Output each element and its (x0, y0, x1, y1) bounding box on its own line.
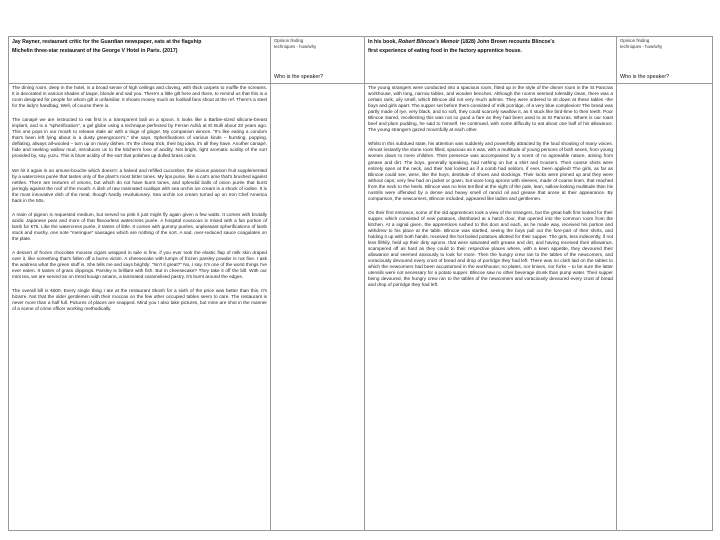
left-source-title (9, 37, 271, 84)
left-annotation-header (271, 37, 365, 84)
left-extract (9, 84, 271, 531)
comparison-table (8, 36, 713, 531)
left-side-line-2: techniques - how/why (274, 43, 317, 49)
right-paragraph: Whilst in this subdued state, his attention was suddenly and powerfully attracted by the loud shouting of many voices. Almost instantly the stone room filled, spacious as it was, with a multitude of young persons of both sexes, from young women down to mere children. Their presence was accompanied by a scent of no agreeable nature, arising from grease and dirt. The boys, generally speaking, had nothing on but a shirt and trousers. Their coarse shirts were entirely open at the neck, and their hair looked as if a comb had seldom, if ever, been applied! The girls, as far as Blincoe could see, were, like the boys, destitute of shoes and stockings. Their locks were pinned up and they were without caps; very few had on jacket or gown, but wore long aprons with sleeves, made of coarse linen, that reached from the neck to the heels. Blincoe was no less terrified at the sight of the pale, lean, sallow-looking multitude than his nostrils were offended by a dense and heavy smell of rancid oil and grease that arose at their appearance. By comparison, the newcomers, Blincoe included, appeared like ladies and gentlemen. (368, 141, 613, 201)
right-title-post: (1828) John Brown recounts Blincoe's (459, 39, 555, 45)
right-title-pre: In his book, (368, 39, 399, 45)
left-paragraph: We hit it again in an amuse-bouche which doesn't: a halved and refilled cucumber, the vicious passion fruit supplemented by a watercress purée that tastes only of the plant's most bitter tones. My lips purse, like a cat's arse that's brushed against nettles. There are textures of onions, but which do not have burnt tones, and splendid balls of onion purée that burst jarringly against the roof of the mouth. A dish of raw marinated scallops with sea urchin ice cream is a shock of iodine. It is the most innovative dish of the meal, though hardly revolutionary. Sea urchin ice cream turned up on Iron Chef America back in the 50s. (12, 167, 267, 203)
body-row (9, 84, 713, 531)
left-title-line-1: Jay Rayner, restaurant critic for the Guardian newspaper, eats at the flagship (12, 39, 202, 45)
header-row (9, 37, 713, 84)
right-annotation-cell[interactable] (617, 84, 713, 531)
left-paragraph: The dining room, deep in the hotel, is a broad sense of high ceilings and cloving, with thick carpets to muffle the screams. It is decorated in various shades of taupe, blonde and sad you. There's a little gilt here and there, to remind us that this is a room designed for people for whom gilt is unfamiliar. It shouts money much as football fans shout at the ref. There's a steel for the lady's handbag. Well, of course there is. (12, 85, 267, 109)
right-source-title (365, 37, 617, 84)
right-title-book: Robert Blincoe's Memoir (398, 39, 460, 45)
left-paragraph: The overall bill is €600. Every single thing I ate at the restaurant Skosh for a sixth of the price was better than this. It's bizarre. Not that the older gentlemen with their moccas on the few other occupied tables seem to care. The restaurant is never more than a half full. Pictures of places are snapped. Mind you I also take pictures, but mine are shot in the manner of a scene of crime officer working methodically. (12, 288, 267, 312)
right-side-line-1: Opinion finding (620, 38, 650, 43)
right-paragraph: On their first entrance, some of the old apprentices took a view of the strangers, but the great bulk first looked for their supper, which consisted of new potatoes, distributed at a hatch door, that opened into the common room from the kitchen. At a signal given, the apprentices rushed to this door and each, as he made way, received his portion and withdrew to his place at the table. Blincoe was startled, seeing the boys pull out the fore-part of their shirts, and holding it up with both hands, received the hot boiled potatoes allotted for their supper. The girls, less indecently, if not less filthily, held up their dirty aprons, that were saturated with grease and dirt, and having received their allowance, scampered off as hard as they could to their respective places where, with a keen appetite, they devoured their allowance and seemed anxiously to look for more. Then the hungry crew ran to the tables of the newcomers, and voraciously devoured every crust of bread and drop of porridge they had left. There was no cloth laid on the tables to which the newcomers had been accustomed in the workhouse; no plates, nor knives, nor forks – to be sure the latter utensils were not necessary for a potato supper. Blincoe saw no other beverage drunk than pump water. Their supper being devoured, the hungry crew ran to the tables of the newcomers and voraciously devoured every crust of bread and drop of porridge they had left. (368, 209, 613, 288)
right-extract (365, 84, 617, 531)
left-paragraph: A dessert of frozen chocolate mousse cigars wrapped in tuile is fine, if you ever took the elastic flap of milk skin draped over it, like something that's fallen off a burns victim. A cheesecake with lumps of frozen parsley powder is not fine. I ask the waitress what the green stuff is. She tells me and says brightly: "Isn't it great?" No, I say. It's one of the worst things I've ever eaten. It tastes of grass clippings. Parsley is brilliant with fish. But in cheesecake? They take it off the bill. With our mint tea, we are served an on trend kouign amann, a laminated caramelised pastry. It's burnt around the edges. (12, 250, 267, 280)
left-annotation-cell[interactable] (271, 84, 365, 531)
right-paragraph: The young strangers were conducted into a spacious room, fitted up in the style of the dinner room in the St Pancras workhouse, with long, narrow tables, and wooden benches. Although the rooms seemed tolerably clean, there was a certain rank, oily smell, which Blincoe did not very much admire. They were ordered to sit down at these tables -the boys and girls apart. The supper set before them consisted of milk porridge, of a very blue complexion! The bread was partly made of rye, very black, and so soft, they could scarcely swallow it, as it stuck like bird-lime to their teeth. Poor Blincoe stared, recollecting this was not so good a fare as they had been used to at St Pancras. Where is our roast beef and plum pudding, he said to himself. He continued, with some difficulty to eat about one half of his allowance. The young strangers gazed mournfully at each other. (368, 85, 613, 133)
worksheet (8, 36, 712, 534)
left-paragraph: A main of pigeon is requested medium, but served so pink it just might fly again given a few watts. It comes with brutally acidic Japanese pear and more of that flavourless watercress purée. A hospital couscous is mixed with a fan portion of lamb for €75. Like the watercress purée, it tastes of little. It comes with gummy purées, unpleasant spherifications of lamb stock and mushy, one note "meringue" sausages which are nothing of the sort. A sad, over-reduced sauce coagulates on the plate. (12, 211, 267, 241)
right-who-prompt: Who is the speaker? (620, 74, 670, 81)
left-who-prompt: Who is the speaker? (274, 74, 324, 81)
right-title-line-2: first experience of eating food in the factory apprentice house. (368, 47, 522, 54)
right-side-line-2: techniques - how/why (620, 43, 663, 49)
right-annotation-header (617, 37, 713, 84)
left-side-line-1: Opinion finding (274, 38, 304, 43)
left-paragraph: The canapé we are instructed to eat first is a transparent ball on a spoon. It looks like a Barbie-sized silicone-breast implant, and is a "spherification", a gel globe using a technique perfected by Ferran Adrià at El Bulli about 20 years ago. This one pops in our mouth to release stale air with a tinge of ginger. My companion winces. "It's like eating a condom that's been left lying about in a dusty greengrocer's," she says. Spherifications of various kinds – bursting, popping, deflating, always all-wooled – turn up on many dishes. It's the cheap trick, their big idea, it's all they have. Another canapé, hide and seeking wallow mud, introduces us to the kitchen's love of acidity. Not bright, light aromatic acidity of the sort provided by, say, yuzu. This is blunt acidity of the sort that polishes up dulled brass coins. (12, 117, 267, 159)
left-title-line-2: Michelin three-star restaurant of the George V Hotel in Paris. (2017) (12, 47, 178, 54)
